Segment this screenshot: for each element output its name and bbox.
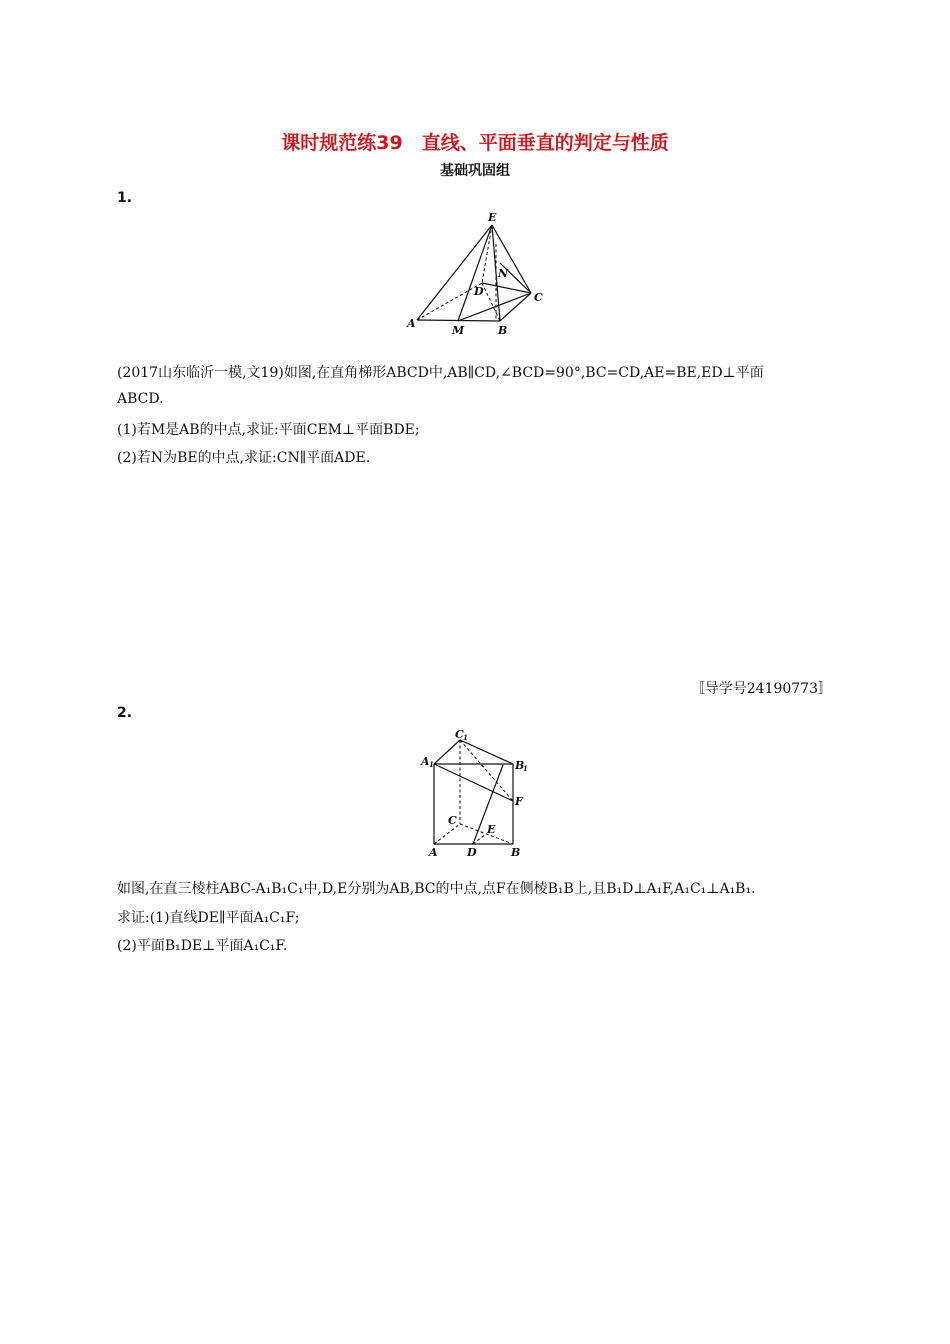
label-M: M — [452, 324, 465, 337]
q2-line-3: (2)平面B₁DE⊥平面A₁C₁F. — [117, 938, 288, 954]
edge-AD — [417, 283, 482, 320]
figure-2-prism — [415, 725, 540, 865]
label-C: C — [534, 291, 543, 304]
q2-line-1: 如图,在直三棱柱ABC-A₁B₁C₁中,D,E分别为AB,BC的中点,点F在侧棱B₁B上,且B₁D⊥A₁F,A₁C₁⊥A₁B₁. — [117, 881, 756, 897]
edge-EM — [458, 225, 492, 321]
label-N: N — [498, 267, 509, 280]
label-A1: A — [421, 755, 430, 768]
q1-line-1: (2017山东临沂一模,文19)如图,在直角梯形ABCD中,AB∥CD,∠BCD=90°,BC=CD,AE=BE,ED⊥平面 — [117, 365, 764, 381]
edge-C1B1 — [460, 740, 513, 764]
q1-line-3: (1)若M是AB的中点,求证:平面CEM⊥平面BDE; — [117, 422, 420, 438]
section-subtitle: 基础巩固组 — [440, 163, 510, 179]
question-1-number: 1. — [117, 190, 133, 206]
label-B: B — [498, 324, 508, 337]
label-E: E — [488, 211, 497, 224]
q1-line-4: (2)若N为BE的中点,求证:CN∥平面ADE. — [117, 450, 371, 466]
label-B: B — [511, 846, 521, 859]
label-C1-sub: 1 — [463, 733, 468, 742]
edge-EA — [417, 225, 492, 320]
label-D: D — [467, 846, 477, 859]
q1-line-2: ABCD. — [117, 391, 164, 407]
q2-line-2: 求证:(1)直线DE∥平面A₁C₁F; — [117, 910, 300, 926]
edge-A1C1 — [434, 740, 460, 764]
reference-number: 〚导学号24190773〛 — [690, 681, 832, 697]
edge-AC — [434, 824, 460, 844]
label-F: F — [515, 795, 523, 808]
label-B1: B — [515, 759, 525, 772]
label-A: A — [429, 846, 438, 859]
label-E: E — [487, 823, 496, 836]
edge-BC — [500, 293, 531, 321]
edge-C1F — [460, 740, 513, 801]
figure-1-pyramid — [400, 205, 560, 340]
label-D: D — [474, 285, 484, 298]
label-A1-sub: 1 — [429, 760, 434, 769]
label-C1: C — [455, 728, 464, 741]
question-2-number: 2. — [117, 705, 133, 721]
edge-DC — [482, 283, 531, 293]
edge-MC — [458, 293, 531, 321]
page-title: 课时规范练39 直线、平面垂直的判定与性质 — [281, 132, 669, 154]
edge-ED — [482, 225, 492, 283]
edge-EC — [492, 225, 531, 293]
label-C: C — [448, 814, 457, 827]
label-B1-sub: 1 — [523, 764, 528, 773]
label-A: A — [407, 317, 416, 330]
